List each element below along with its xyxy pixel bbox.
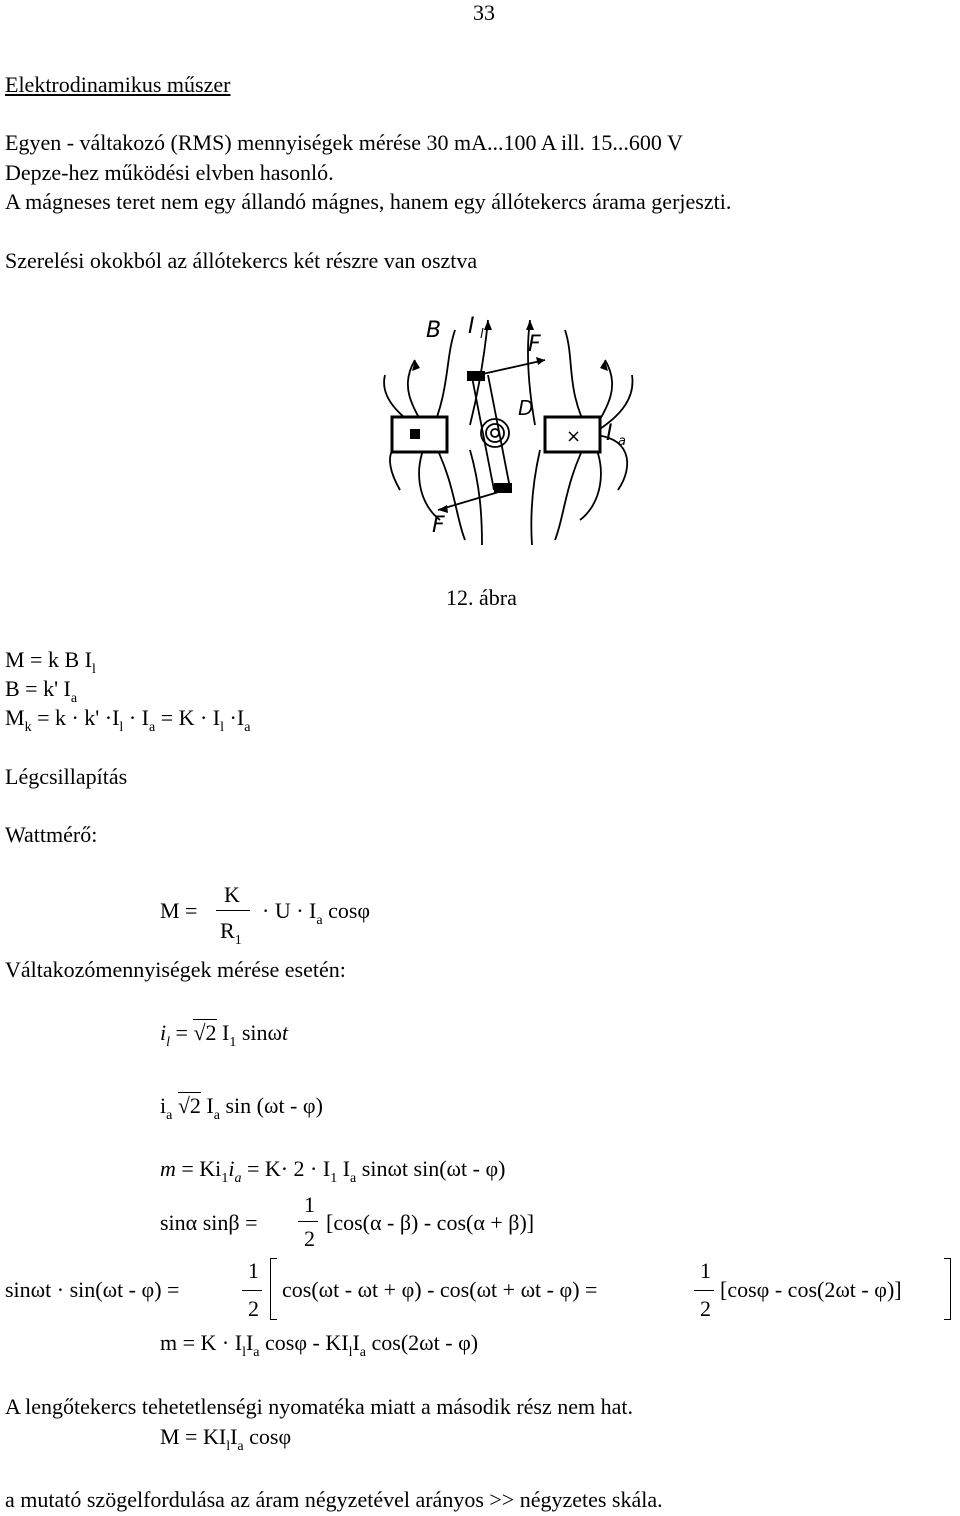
conclusion-line-1: A lengőtekercs tehetetlenségi nyomatéka miatt a második rész nem hat. [5, 1394, 634, 1419]
damping-label: Légcsillapítás [5, 764, 128, 789]
equation-B: B = k' $I_a$ [5, 676, 78, 706]
equation-m: $m = Ki_1i_a = K\cdot 2 \cdot I_1$ $I_a$ sinωt sin(ωt - φ) [160, 1156, 506, 1186]
conclusion-equation: $M = KI_lI_a$ cosφ [160, 1424, 292, 1454]
big-bracket-right [944, 1258, 951, 1320]
wattmeter-eq-rest: · $U \cdot I_a$ cosφ [262, 898, 371, 928]
equation-big-num2: 1 [700, 1258, 711, 1283]
figure-label-F-bottom: F [432, 513, 445, 538]
equation-m-final: $m = K \cdot I_lI_a$ cosφ - $KI_lI_a$ cos(2ωt - φ) [160, 1330, 479, 1360]
equation-sinab-num: 1 [304, 1192, 315, 1217]
big-fraction-bar-1 [242, 1290, 262, 1291]
figure-label-B: B [426, 318, 442, 343]
figure-label-Il-sub: l [480, 327, 484, 342]
wattmeter-label: Wattmérő: [5, 822, 98, 847]
wattmeter-eq-denominator: $R_1$ [220, 918, 242, 948]
equation-sinab-body: [cos(α - β) - cos(α + β)] [326, 1210, 535, 1235]
wattmeter-fraction-bar [216, 910, 250, 911]
equation-big-end: [cosφ - cos(2ωt - φ)] [720, 1277, 902, 1302]
equation-big-lhs: sinωt · sin(ωt - φ) = [5, 1277, 180, 1302]
intro-line-1: Egyen - váltakozó (RMS) mennyiségek mérése 30 mA...100 A ill. 15...600 V [5, 130, 683, 155]
big-bracket-left [270, 1258, 277, 1320]
figure-label-Ia-sub: a [618, 434, 626, 449]
page-number: 33 [473, 0, 495, 25]
figure-label-Ia: I [606, 421, 613, 446]
equation-il: $i_l = √2$ $I_1$ sinωt [160, 1020, 289, 1050]
big-fraction-bar-2 [694, 1290, 714, 1291]
sinab-fraction-bar [298, 1221, 318, 1222]
figure-label-F-top: F [528, 332, 541, 357]
equation-M: M = k B $I_l$ [5, 647, 96, 677]
equation-sinab-den: 2 [304, 1226, 315, 1251]
equation-Mk: $M_k = k \cdot k' \cdot I_l \cdot I_a = K \cdot I_l \cdot I_a$ [5, 705, 251, 735]
figure-label-Il: I [468, 314, 475, 339]
electrodynamic-instrument-figure [370, 305, 640, 555]
equation-big-den2: 2 [700, 1296, 711, 1321]
figure-caption: 12. ábra [446, 585, 517, 610]
svg-text:×: × [566, 426, 582, 447]
equation-sinab-lhs: sinα sinβ = [160, 1210, 258, 1235]
intro-line-3: A mágneses teret nem egy állandó mágnes, hanem egy állótekercs árama gerjeszti. [5, 189, 732, 214]
intro-line-4: Szerelési okokból az állótekercs két részre van osztva [5, 248, 478, 273]
equation-big-num: 1 [248, 1258, 259, 1283]
equation-big-mid: cos(ωt - ωt + φ) - cos(ωt + ωt - φ) = [282, 1277, 598, 1302]
page-title: Elektrodinamikus műszer [5, 72, 231, 97]
conclusion-line-2: a mutató szögelfordulása az áram négyzetével arányos >> négyzetes skála. [5, 1487, 663, 1512]
ac-label: Váltakozómennyiségek mérése esetén: [5, 957, 346, 982]
equation-big-den: 2 [248, 1296, 259, 1321]
wattmeter-eq-numerator: K [224, 882, 240, 907]
wattmeter-eq-M: M = [160, 898, 198, 923]
intro-line-2: Depze-hez működési elvben hasonló. [5, 160, 334, 185]
equation-ia: $i_a$ √2 $I_a$ sin (ωt - φ) [160, 1093, 323, 1123]
figure-label-D: D [518, 396, 534, 420]
